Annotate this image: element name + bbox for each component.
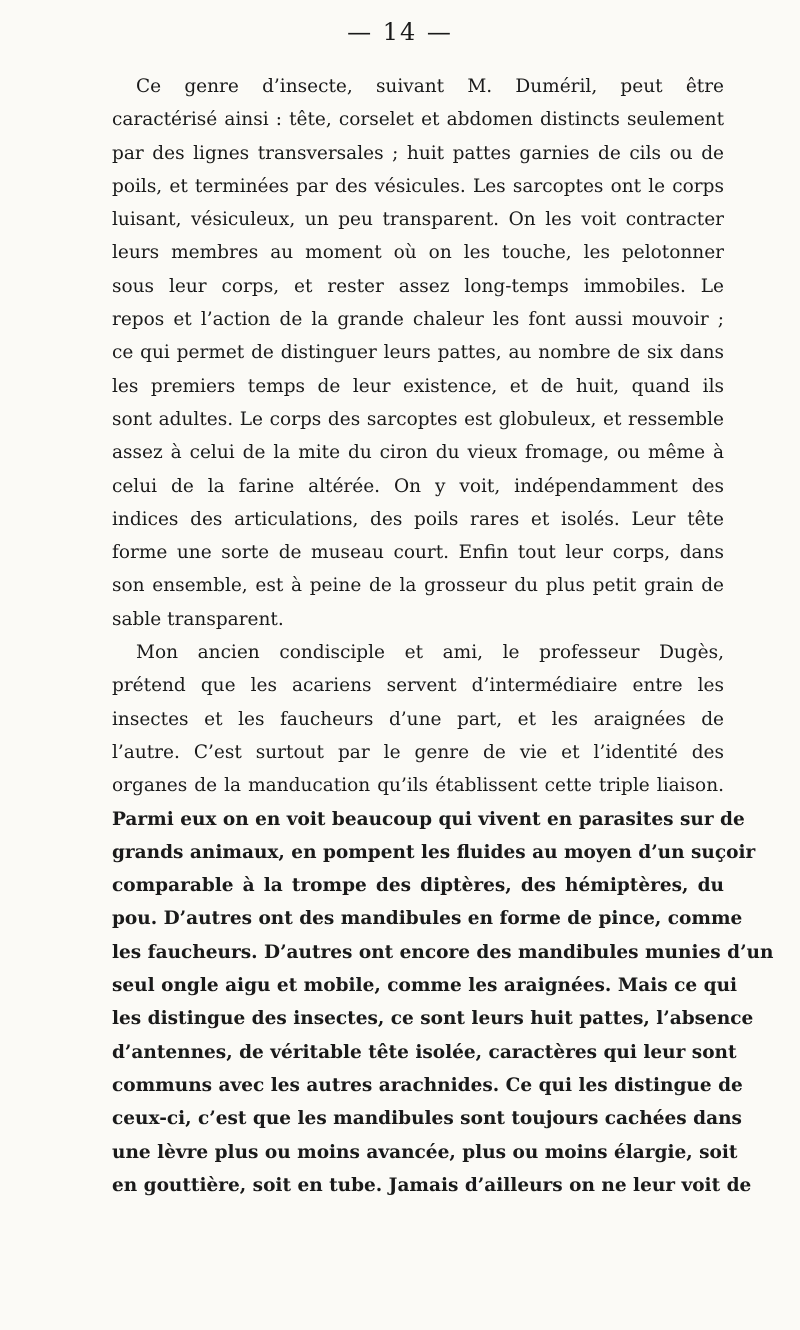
- text-line: sous leur corps, et rester assez long-temps immobiles. Le: [112, 275, 724, 297]
- text-line: l’autre. C’est surtout par le genre de vie et l’identité des: [112, 741, 724, 763]
- body-text: [112, 70, 774, 1202]
- text-line: Parmi eux on en voit beaucoup qui vivent en parasites sur de: [112, 808, 745, 830]
- text-line: en gouttière, soit en tube. Jamais d’ailleurs on ne leur voit de: [112, 1174, 752, 1196]
- text-line: leurs membres au moment où on les touche, les pelotonner: [112, 242, 724, 264]
- text-line: une lèvre plus ou moins avancée, plus ou moins élargie, soit: [112, 1141, 738, 1163]
- text-line: ceux-ci, c’est que les mandibules sont toujours cachées dans: [112, 1108, 742, 1130]
- text-line: ce qui permet de distinguer leurs pattes, au nombre de six dans: [112, 342, 724, 364]
- text-line: grands animaux, en pompent les fluides au moyen d’un suçoir: [112, 841, 756, 863]
- text-line: Mon ancien condisciple et ami, le professeur Dugès,: [136, 642, 724, 664]
- text-line: seul ongle aigu et mobile, comme les araignées. Mais ce qui: [112, 975, 738, 997]
- text-line: comparable à la trompe des diptères, des hémiptères, du: [112, 875, 724, 897]
- text-line: les faucheurs. D’autres ont encore des mandibules munies d’un: [112, 941, 774, 963]
- text-line: celui de la farine altérée. On y voit, indépendamment des: [112, 475, 724, 497]
- text-line: assez à celui de la mite du ciron du vieux fromage, ou même à: [112, 442, 724, 464]
- text-line: les distingue des insectes, ce sont leurs huit pattes, l’absence: [112, 1008, 754, 1030]
- text-line: prétend que les acariens servent d’intermédiaire entre les: [112, 675, 724, 697]
- text-line: caractérisé ainsi : tête, corselet et abdomen distincts seulement: [112, 109, 724, 131]
- text-line: par des lignes transversales ; huit pattes garnies de cils ou de: [112, 142, 724, 164]
- text-line: insectes et les faucheurs d’une part, et les araignées de: [112, 708, 724, 730]
- text-line: organes de la manducation qu’ils établissent cette triple liaison.: [112, 775, 724, 797]
- text-line: sont adultes. Le corps des sarcoptes est globuleux, et ressemble: [112, 408, 724, 430]
- text-line: communs avec les autres arachnides. Ce qui les distingue de: [112, 1074, 743, 1096]
- text-line: son ensemble, est à peine de la grosseur du plus petit grain de: [112, 575, 724, 597]
- text-line: repos et l’action de la grande chaleur les font aussi mouvoir ;: [112, 309, 724, 331]
- text-line: d’antennes, de véritable tête isolée, caractères qui leur sont: [112, 1041, 737, 1063]
- page-number: — 14 —: [347, 18, 453, 46]
- text-line: poils, et terminées par des vésicules. Les sarcoptes ont le corps: [112, 175, 724, 197]
- text-line: les premiers temps de leur existence, et de huit, quand ils: [112, 375, 724, 397]
- text-line: pou. D’autres ont des mandibules en forme de pince, comme: [112, 908, 743, 930]
- text-line: Ce genre d’insecte, suivant M. Duméril, peut être: [136, 76, 724, 97]
- text-line: forme une sorte de museau court. Enfin tout leur corps, dans: [112, 542, 724, 564]
- text-line: indices des articulations, des poils rares et isolés. Leur tête: [112, 508, 724, 530]
- text-line: sable transparent.: [112, 608, 284, 630]
- text-line: luisant, vésiculeux, un peu transparent. On les voit contracter: [112, 209, 724, 231]
